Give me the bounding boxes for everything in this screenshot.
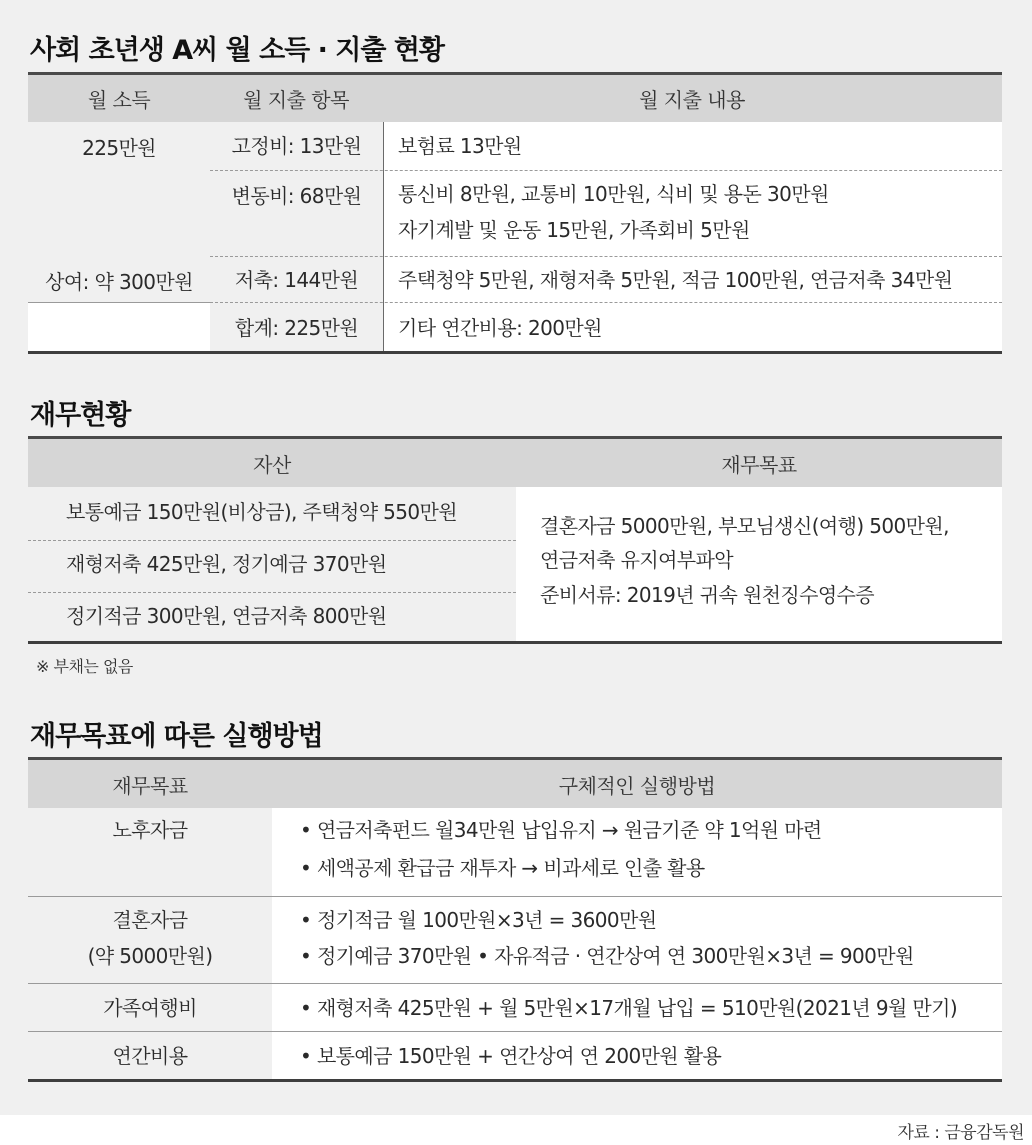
method-wedding-1: • 정기적금 월 100만원×3년 = 3600만원: [300, 908, 657, 932]
method-wedding-2: • 정기예금 370만원 • 자유적금 · 연간상여 연 300만원×3년 = 900만원: [300, 944, 914, 968]
method-family-trip: • 재형저축 425만원 + 월 5만원×17개월 납입 = 510만원(2021년 9월 만기): [300, 996, 958, 1020]
goal-wedding: 결혼자금: [112, 908, 188, 932]
bonus-value: 상여: 약 300만원: [45, 270, 193, 294]
financial-table-header: [28, 436, 1002, 487]
header-expense-detail: 월 지출 내용: [639, 88, 745, 112]
method-annual-cost: • 보통예금 150만원 + 연간상여 연 200만원 활용: [300, 1044, 722, 1068]
section-title-action-plan: 재무목표에 따른 실행방법: [30, 721, 323, 752]
column-divider: [383, 122, 384, 352]
row-divider: [28, 983, 1002, 984]
section-title-financial-status: 재무현황: [30, 400, 131, 431]
asset-line-3: 정기적금 300만원, 연금저축 800만원: [66, 604, 387, 628]
table-bottom-rule: [28, 1079, 1002, 1082]
method-retirement-1: • 연금저축펀드 월34만원 납입유지 → 원금기준 약 1억원 마련: [300, 818, 822, 842]
row-divider: [210, 302, 1002, 303]
expense-item-variable: 변동비: 68만원: [231, 184, 362, 208]
income-table-header: [28, 72, 1002, 122]
goal-family-trip: 가족여행비: [103, 996, 197, 1020]
row-divider: [210, 170, 1002, 171]
table-bottom-rule: [28, 351, 1002, 354]
header-assets: 자산: [253, 452, 291, 477]
header-financial-goals: 재무목표: [721, 452, 797, 477]
income-empty-cell: [28, 302, 210, 352]
goal-annual-cost: 연간비용: [112, 1044, 188, 1068]
expense-detail-fixed: 보험료 13만원: [398, 134, 522, 158]
row-divider: [28, 302, 210, 303]
asset-line-1: 보통예금 150만원(비상금), 주택청약 550만원: [66, 500, 457, 524]
debt-note: ※ 부채는 없음: [36, 657, 133, 676]
row-divider: [28, 1031, 1002, 1032]
header-expense-item: 월 지출 항목: [243, 88, 349, 112]
expense-detail-variable-line1: 통신비 8만원, 교통비 10만원, 식비 및 용돈 30만원: [398, 182, 829, 206]
goal-retirement: 노후자금: [112, 818, 188, 842]
source-credit: 자료 : 금융감독원: [897, 1123, 1024, 1143]
asset-line-2: 재형저축 425만원, 정기예금 370만원: [66, 552, 387, 576]
goal-line-2: 연금저축 유지여부파악: [540, 548, 733, 572]
goal-line-3: 준비서류: 2019년 귀속 원천징수영수증: [540, 583, 874, 607]
row-divider: [28, 896, 1002, 897]
method-retirement-2: • 세액공제 환급금 재투자 → 비과세로 인출 활용: [300, 856, 705, 880]
expense-detail-total: 기타 연간비용: 200만원: [398, 316, 602, 340]
row-divider: [210, 256, 1002, 257]
action-table-header: [28, 757, 1002, 808]
expense-item-total: 합계: 225만원: [234, 316, 359, 340]
header-monthly-income: 월 소득: [87, 88, 151, 112]
table-bottom-rule: [28, 641, 1002, 644]
expense-detail-savings: 주택청약 5만원, 재형저축 5만원, 적금 100만원, 연금저축 34만원: [398, 268, 953, 292]
row-divider: [28, 540, 516, 541]
monthly-income-value: 225만원: [82, 136, 156, 160]
header-goal: 재무목표: [112, 773, 188, 798]
expense-detail-variable-line2: 자기계발 및 운동 15만원, 가족회비 5만원: [398, 218, 750, 242]
section-title-income-expense: 사회 초년생 A씨 월 소득 · 지출 현황: [30, 35, 445, 66]
expense-item-fixed: 고정비: 13만원: [231, 134, 362, 158]
goal-wedding-amount: (약 5000만원): [87, 944, 213, 968]
header-action-method: 구체적인 실행방법: [558, 773, 716, 798]
goal-line-1: 결혼자금 5000만원, 부모님생신(여행) 500만원,: [540, 514, 949, 538]
expense-item-savings: 저축: 144만원: [234, 268, 359, 292]
row-divider: [28, 592, 516, 593]
